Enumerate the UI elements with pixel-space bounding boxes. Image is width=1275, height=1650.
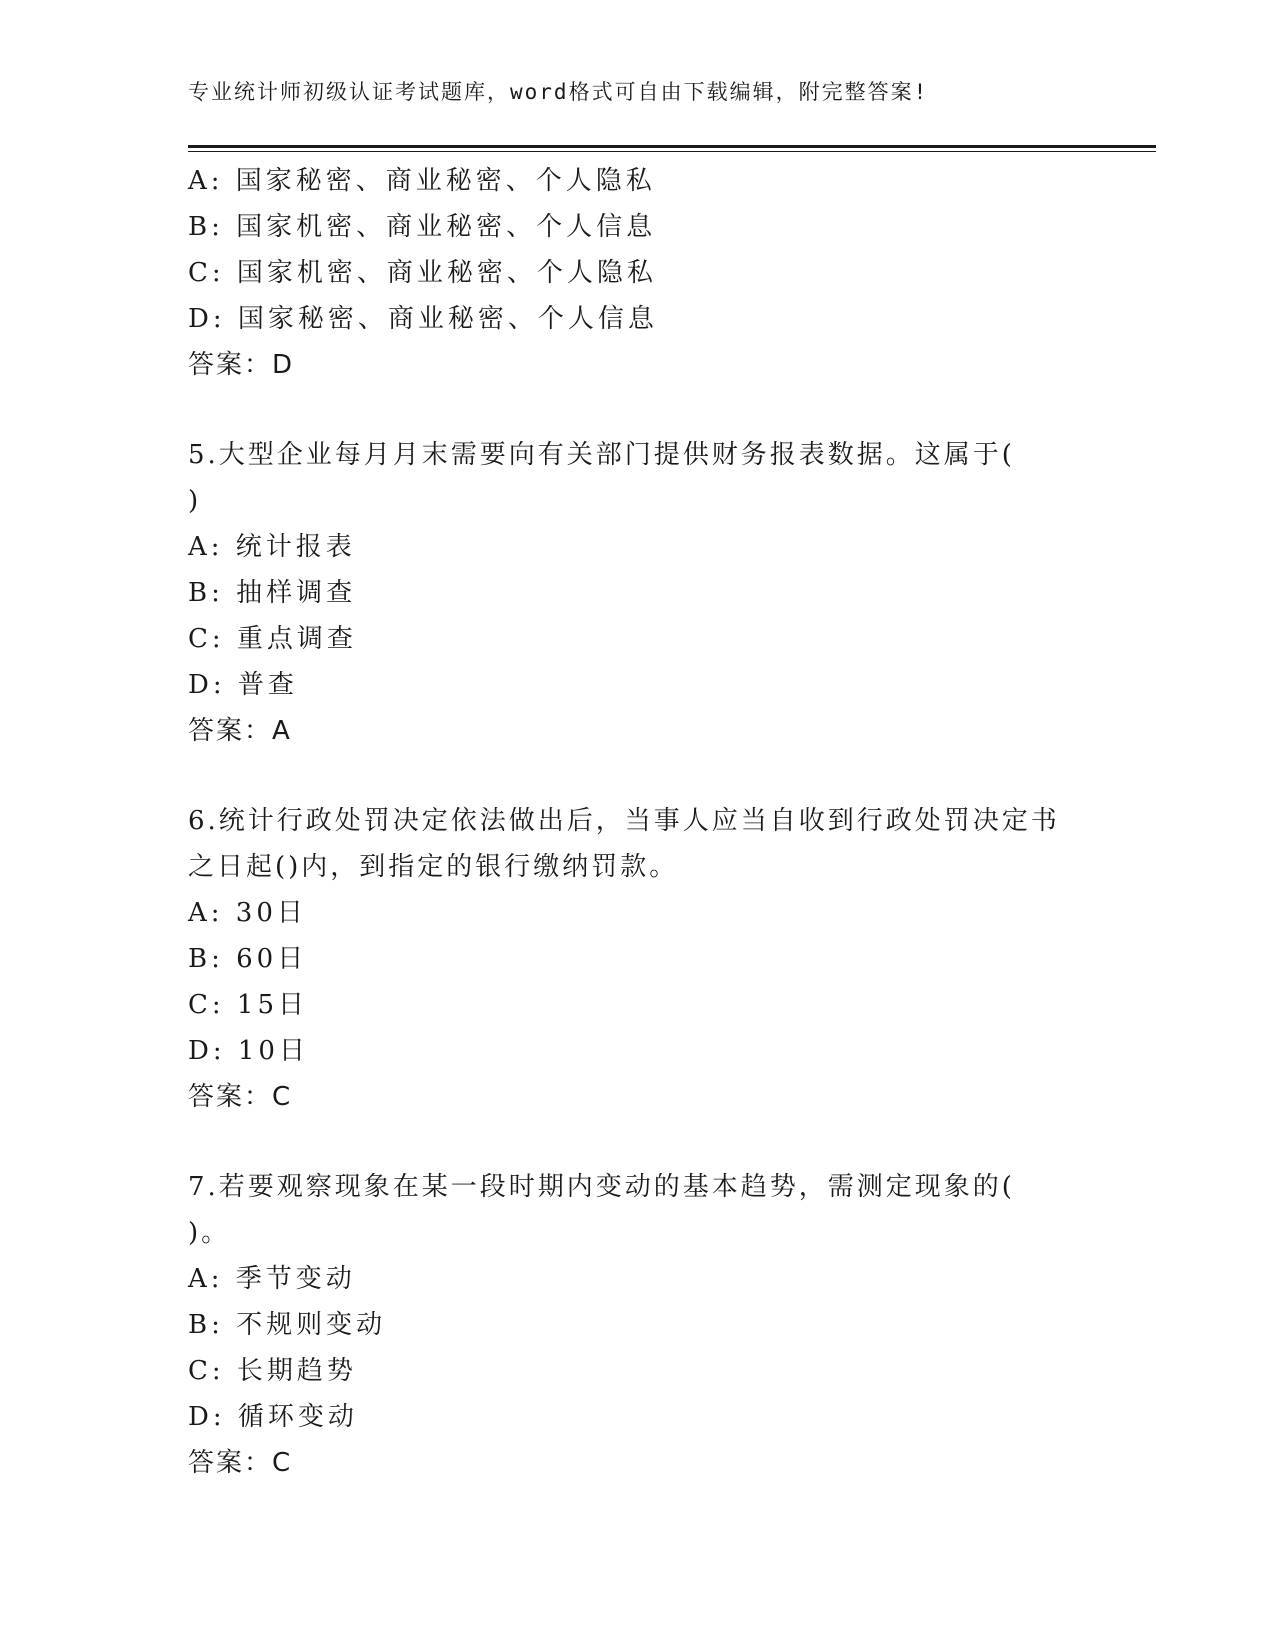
- question-stem: 6.统计行政处罚决定依法做出后，当事人应当自收到行政处罚决定书: [188, 806, 1060, 836]
- question-stem: 7.若要观察现象在某一段时期内变动的基本趋势，需测定现象的(: [188, 1172, 1015, 1202]
- question-list: [188, 158, 1088, 1486]
- answer: 答案：A: [188, 716, 292, 746]
- option-a: A: 季节变动: [188, 1264, 356, 1294]
- question-4: [188, 158, 1088, 388]
- answer: 答案：D: [188, 350, 295, 380]
- question-6: [188, 798, 1088, 1120]
- spacer: [188, 1120, 1088, 1164]
- question-7: [188, 1164, 1088, 1486]
- option-b: B: 60日: [188, 944, 308, 974]
- option-d: D: 普查: [188, 670, 298, 700]
- option-a: A: 统计报表: [188, 532, 356, 562]
- question-stem-continued: ): [188, 486, 202, 516]
- option-d: D: 10日: [188, 1036, 309, 1066]
- option-d: D: 循环变动: [188, 1402, 358, 1432]
- question-stem-continued: 之日起()内，到指定的银行缴纳罚款。: [188, 852, 679, 882]
- option-a: A: 国家秘密、商业秘密、个人隐私: [188, 166, 656, 196]
- option-c: C: 国家机密、商业秘密、个人隐私: [188, 258, 657, 288]
- option-b: B: 国家机密、商业秘密、个人信息: [188, 212, 657, 242]
- option-b: B: 不规则变动: [188, 1310, 387, 1340]
- option-a: A: 30日: [188, 898, 307, 928]
- answer: 答案：C: [188, 1082, 293, 1112]
- header-divider-thick: [188, 145, 1156, 148]
- option-c: C: 重点调查: [188, 624, 357, 654]
- option-c: C: 长期趋势: [188, 1356, 357, 1386]
- question-stem: 5.大型企业每月月末需要向有关部门提供财务报表数据。这属于(: [188, 440, 1015, 470]
- spacer: [188, 754, 1088, 798]
- answer: 答案：C: [188, 1448, 293, 1478]
- page-header-title: 专业统计师初级认证考试题库，word格式可自由下载编辑，附完整答案!: [188, 80, 929, 104]
- option-b: B: 抽样调查: [188, 578, 357, 608]
- header-divider-thin: [188, 151, 1156, 152]
- option-d: D: 国家秘密、商业秘密、个人信息: [188, 304, 658, 334]
- option-c: C: 15日: [188, 990, 309, 1020]
- question-5: [188, 432, 1088, 754]
- spacer: [188, 388, 1088, 432]
- question-stem-continued: )。: [188, 1218, 231, 1248]
